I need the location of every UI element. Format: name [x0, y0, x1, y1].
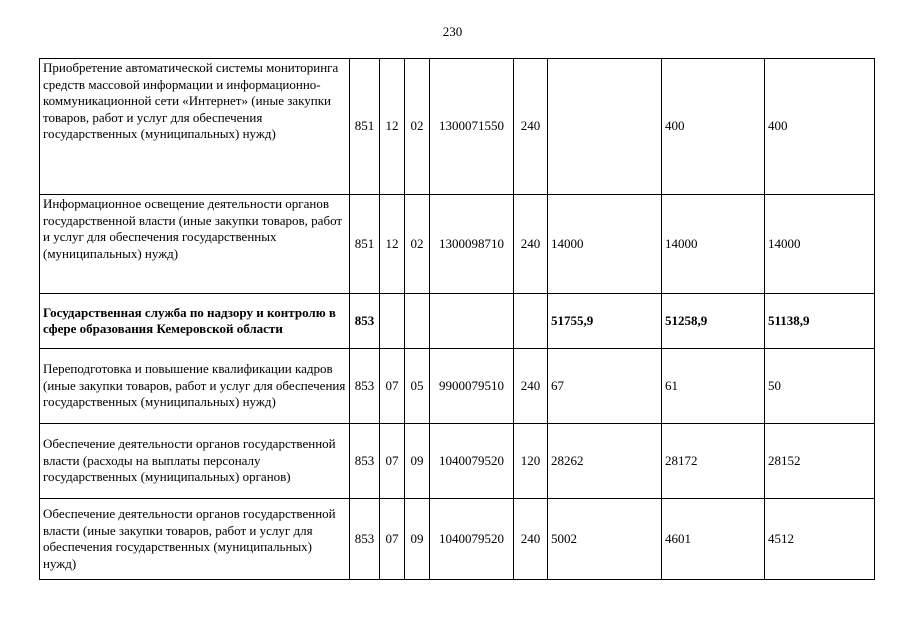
- row-description: Обеспечение деятельности органов государственной власти (расходы на выплаты персоналу государственных (муниципальных) органов): [40, 424, 350, 499]
- section-code: 07: [380, 424, 405, 499]
- target-article-code: 1040079520: [430, 424, 514, 499]
- expense-type-code: 240: [514, 59, 548, 195]
- target-article-code: 1040079520: [430, 499, 514, 580]
- amount-year-3: 50: [765, 349, 875, 424]
- amount-year-1: 14000: [548, 195, 662, 294]
- ministry-code: 853: [350, 499, 380, 580]
- page-number: 230: [442, 24, 463, 39]
- table-row: [40, 59, 875, 195]
- subsection-code: 02: [405, 195, 430, 294]
- subsection-code: [405, 294, 430, 349]
- amount-year-3: 28152: [765, 424, 875, 499]
- ministry-code: 853: [350, 294, 380, 349]
- amount-year-1: 51755,9: [548, 294, 662, 349]
- amount-year-2: 400: [662, 59, 765, 195]
- target-article-code: [430, 294, 514, 349]
- table-row: [40, 349, 875, 424]
- section-code: [380, 294, 405, 349]
- amount-year-3: 400: [765, 59, 875, 195]
- amount-year-1: 5002: [548, 499, 662, 580]
- amount-year-2: 61: [662, 349, 765, 424]
- ministry-code: 851: [350, 195, 380, 294]
- amount-year-3: 4512: [765, 499, 875, 580]
- expense-type-code: 120: [514, 424, 548, 499]
- target-article-code: 1300098710: [430, 195, 514, 294]
- subsection-code: 05: [405, 349, 430, 424]
- amount-year-2: 51258,9: [662, 294, 765, 349]
- amount-year-3: 51138,9: [765, 294, 875, 349]
- expense-type-code: 240: [514, 499, 548, 580]
- subsection-code: 02: [405, 59, 430, 195]
- amount-year-2: 14000: [662, 195, 765, 294]
- table-row: [40, 499, 875, 580]
- amount-year-2: 28172: [662, 424, 765, 499]
- row-description: Информационное освещение деятельности органов государственной власти (иные закупки товаров, работ и услуг для обеспечения государственных (муниципальных) нужд): [40, 195, 350, 294]
- section-code: 12: [380, 195, 405, 294]
- row-description: Обеспечение деятельности органов государственной власти (иные закупки товаров, работ и услуг для обеспечения государственных (муниципальных) нужд): [40, 499, 350, 580]
- expense-type-code: 240: [514, 195, 548, 294]
- amount-year-1: 67: [548, 349, 662, 424]
- expense-type-code: [514, 294, 548, 349]
- ministry-code: 853: [350, 424, 380, 499]
- section-code: 07: [380, 349, 405, 424]
- expense-type-code: 240: [514, 349, 548, 424]
- row-description: Приобретение автоматической системы мониторинга средств массовой информации и информационно-коммуникационной сети «Интернет» (иные закупки товаров, работ и услуг для обеспечения государственных (муниципальных) нужд): [40, 59, 350, 195]
- subsection-code: 09: [405, 499, 430, 580]
- amount-year-1: 28262: [548, 424, 662, 499]
- ministry-code: 853: [350, 349, 380, 424]
- budget-table: [39, 58, 875, 580]
- table-row-section-header: [40, 294, 875, 349]
- section-code: 12: [380, 59, 405, 195]
- row-description: Государственная служба по надзору и контролю в сфере образования Кемеровской области: [40, 294, 350, 349]
- target-article-code: 1300071550: [430, 59, 514, 195]
- ministry-code: 851: [350, 59, 380, 195]
- amount-year-2: 4601: [662, 499, 765, 580]
- section-code: 07: [380, 499, 405, 580]
- target-article-code: 9900079510: [430, 349, 514, 424]
- amount-year-3: 14000: [765, 195, 875, 294]
- amount-year-1: [548, 59, 662, 195]
- row-description: Переподготовка и повышение квалификации кадров (иные закупки товаров, работ и услуг для обеспечения государственных (муниципальных) нужд): [40, 349, 350, 424]
- table-row: [40, 195, 875, 294]
- subsection-code: 09: [405, 424, 430, 499]
- table-row: [40, 424, 875, 499]
